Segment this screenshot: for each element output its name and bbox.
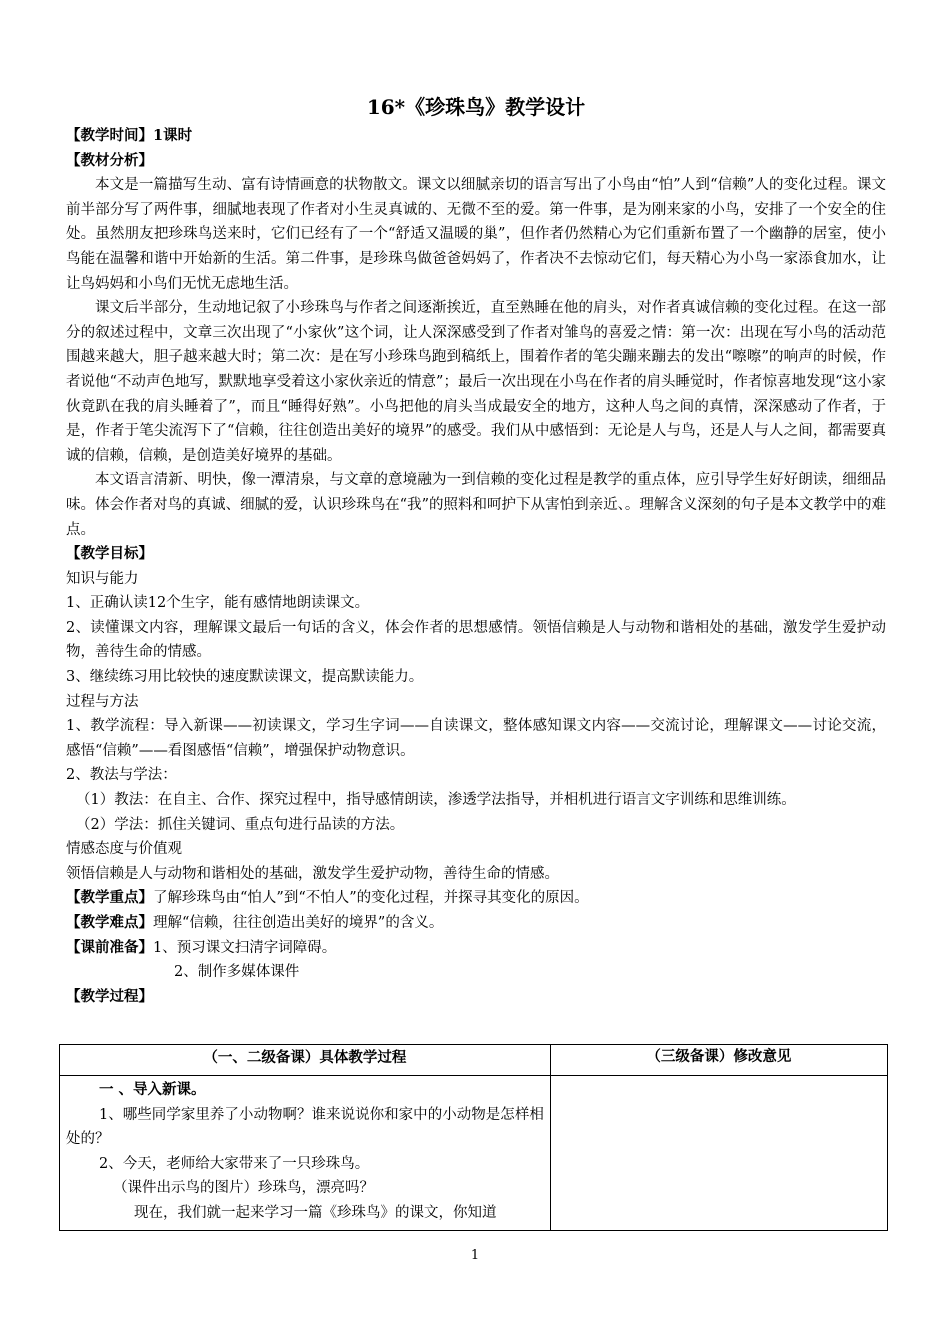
section-title: 一 、导入新课。 <box>99 1081 206 1098</box>
preparation-item-1: 1、预习课文扫清字词障碍。 <box>153 939 337 956</box>
page-title: 16*《珍珠鸟》教学设计 <box>366 95 586 119</box>
process-line-4: 现在，我们就一起来学习一篇《珍珠鸟》的课文，你知道 <box>134 1204 497 1221</box>
process-item-2: 2、教法与学法： <box>66 767 177 784</box>
process-line-3: （课件出示鸟的图片）珍珠鸟，漂亮吗？ <box>113 1180 374 1197</box>
preparation-label: 【课前准备】 <box>66 938 153 956</box>
teaching-time-value: 1课时 <box>153 127 193 144</box>
table-header-revision: （三级备课）修改意见 <box>550 1045 887 1076</box>
method-teach: （1）教法：在自主、合作、探究过程中，指导感情朗读，渗透学法指导，并相机进行语言文字训练和思维训练。 <box>76 792 796 809</box>
teaching-process-table <box>59 1044 888 1231</box>
knowledge-item-2: 2、读懂课文内容，理解课文最后一句话的含义，体会作者的思想感情。领悟信赖是人与动物和谐相处的基础，激发学生爱护动物，善待生命的情感。 <box>66 619 886 661</box>
process-item-1: 1、教学流程：导入新课——初读课文，学习生字词——自读课文，整体感知课文内容——交流讨论，理解课文——讨论交流，感悟“信赖”——看图感悟“信赖”，增强保护动物意识。 <box>66 718 886 759</box>
emotion-heading: 情感态度与价值观 <box>66 841 182 858</box>
difficulty-label: 【教学难点】 <box>66 914 153 931</box>
process-cell <box>60 1076 551 1231</box>
analysis-paragraph-3: 本文语言清新、明快，像一潭清泉，与文章的意境融为一到信赖的变化过程是教学的重点体，应引导学生好好朗读，细细品味。体会作者对鸟的真诚、细腻的爱，认识珍珠鸟在“我”的照料和呵护下从害怕到亲近、。理解含义深刻的句子是本文教学中的难点。 <box>66 472 886 538</box>
analysis-heading: 【教材分析】 <box>66 151 153 169</box>
emotion-text: 领悟信赖是人与动物和谐相处的基础，激发学生爱护动物，善待生命的情感。 <box>66 865 559 882</box>
difficulty-text: 理解“信赖，往往创造出美好的境界”的含义。 <box>153 915 444 931</box>
difficulty-point <box>66 911 886 936</box>
analysis-paragraph-2: 课文后半部分，生动地记叙了小珍珠鸟与作者之间逐渐挨近，直至熟睡在他的肩头，对作者真诚信赖的变化过程。在这一部分的叙述过程中，文章三次出现了“小家伙”这个词，让人深深感受到了作者对雏鸟的喜爱之情：第一次：出现在写小鸟的活动范围越来越大，胆子越来越大时；第二次：是在写小珍珠鸟跑到稿纸上，围着作者的笔尖蹦来蹦去的发出“嚓嚓”的响声的时候，作者说他“不动声色地写，默默地享受着这小家伙亲近的情意”；最后一次出现在小鸟在作者的肩头睡觉时，作者惊喜地发现“这小家伙竟趴在我的肩头睡着了”，而且“睡得好熟”。小鸟把他的肩头当成最安全的地方，这种人鸟之间的真情，深深感动了作者，于是，作者于笔尖流泻下了“信赖，往往创造出美好的境界”的感受。我们从中感悟到：无论是人与鸟，还是人与人之间，都需要真诚的信赖，信赖，是创造美好境界的基础。 <box>66 300 886 464</box>
page-number: 1 <box>470 1248 480 1263</box>
process-heading: 过程与方法 <box>66 693 139 710</box>
knowledge-item-3: 3、继续练习用比较快的速度默读课文，提高默读能力。 <box>66 669 424 686</box>
teaching-time <box>66 124 886 149</box>
table-header-row <box>60 1045 888 1076</box>
table-header-process: （一、二级备课）具体教学过程 <box>60 1045 551 1076</box>
key-point-text: 了解珍珠鸟由“怕人”到“不怕人”的变化过程，并探寻其变化的原因。 <box>153 890 589 907</box>
teaching-time-label: 【教学时间】 <box>66 127 153 144</box>
document-body <box>66 92 886 1009</box>
preparation-item-2: 2、制作多媒体课件 <box>174 964 300 981</box>
process-line-1: 1、哪些同学家里养了小动物啊？谁来说说你和家中的小动物是怎样相处的？ <box>66 1106 544 1148</box>
revision-cell <box>550 1076 887 1231</box>
knowledge-heading: 知识与能力 <box>66 570 139 587</box>
table-row <box>60 1076 888 1231</box>
knowledge-item-1: 1、正确认读12个生字，能有感情地朗读课文。 <box>66 595 370 612</box>
preparation <box>66 936 886 961</box>
method-learn: （2）学法：抓住关键词、重点句进行品读的方法。 <box>76 816 405 833</box>
analysis-paragraph-1: 本文是一篇描写生动、富有诗情画意的状物散文。课文以细腻亲切的语言写出了小鸟由“怕”人到“信赖”人的变化过程。课文前半部分写了两件事，细腻地表现了作者对小生灵真诚的、无微不至的爱。第一件事，是为刚来家的小鸟，安排了一个安全的住处。虽然朋友把珍珠鸟送来时，它们已经有了一个“舒适又温暖的巢”，但作者仍然精心为它们重新布置了一个幽静的居室，使小鸟能在温馨和谐中开始新的生活。第二件事，是珍珠鸟做爸爸妈妈了，作者决不去惊动它们，每天精心为小鸟一家添食加水，让让鸟妈妈和小鸟们无忧无虑地生活。 <box>66 177 886 292</box>
key-point <box>66 886 886 911</box>
process-line-2: 2、今天，老师给大家带来了一只珍珠鸟。 <box>99 1155 370 1172</box>
goals-heading: 【教学目标】 <box>66 545 153 563</box>
key-point-label: 【教学重点】 <box>66 889 153 907</box>
teaching-process-heading: 【教学过程】 <box>66 987 153 1005</box>
